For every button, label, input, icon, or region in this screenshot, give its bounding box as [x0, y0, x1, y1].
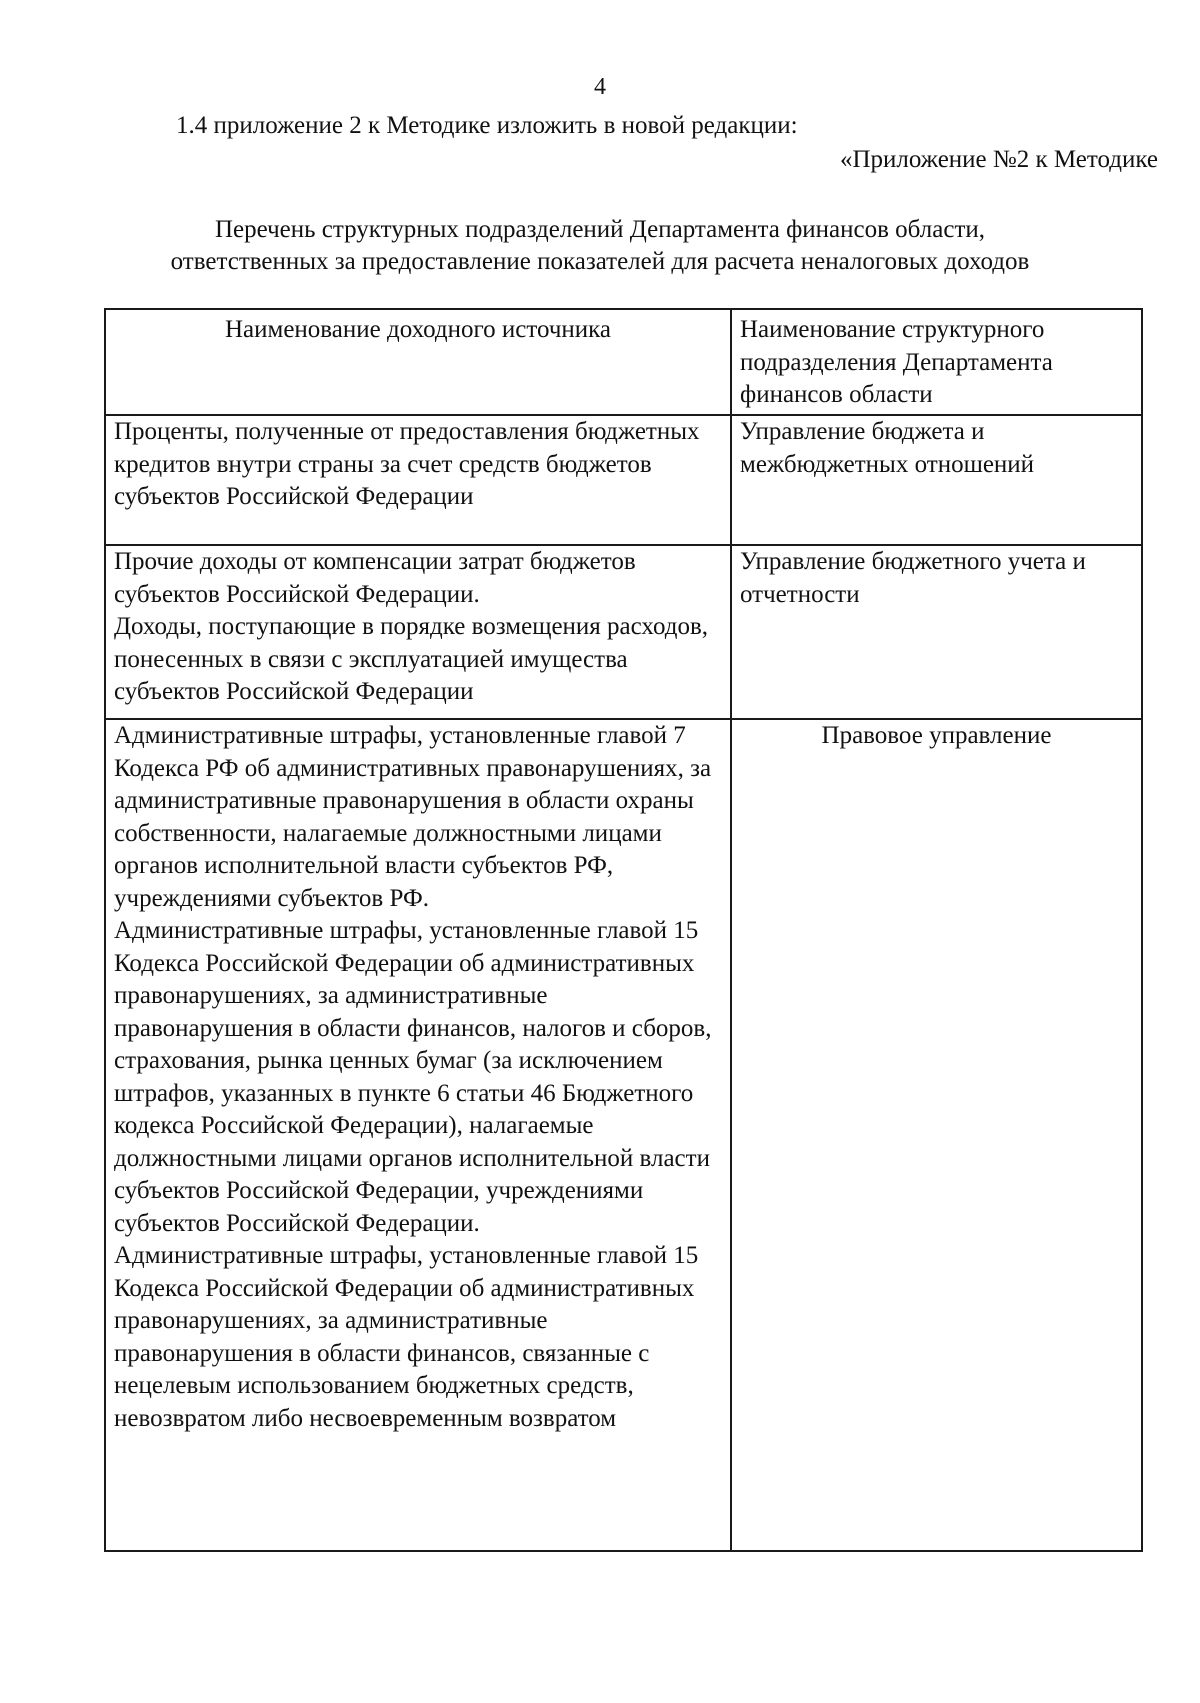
department-unit-cell: Управление бюджетного учета и отчетности [731, 545, 1142, 719]
table-header-row [105, 309, 1142, 415]
income-source-cell [105, 545, 731, 719]
income-source-text: Прочие доходы от компенсации затрат бюджетов субъектов Российской Федерации. [114, 548, 636, 608]
income-source-text: Административные штрафы, установленные главой 15 Кодекса Российской Федерации об административных правонарушениях, за административные правонарушения в области финансов, связанные с нецелевым использованием бюджетных средств, невозвратом либо несвоевременным возвратом [114, 1242, 699, 1432]
page-number: 4 [594, 74, 606, 100]
header-income-source: Наименование доходного источника [105, 309, 731, 415]
appendix-reference: «Приложение №2 к Методике [839, 146, 1158, 173]
list-title [0, 214, 1200, 278]
amendment-intro: 1.4 приложение 2 к Методике изложить в новой редакции: [176, 112, 798, 139]
income-source-cell [105, 719, 731, 1551]
income-source-text: Административные штрафы, установленные главой 15 Кодекса Российской Федерации об административных правонарушениях, за административные правонарушения в области финансов, налогов и сборов, страхования, рынка ценных бумаг (за исключением штрафов, указанных в пункте 6 статьи 46 Бюджетного кодекса Российской Федерации), налагаемые должностными лицами органов исполнительной власти субъектов Российской Федерации, учреждениями субъектов Российской Федерации. [114, 917, 712, 1237]
income-source-text: Административные штрафы, установленные главой 7 Кодекса РФ об административных правонарушениях, за административные правонарушения в области охраны собственности, налагаемые должностными лицами органов исполнительной власти субъектов РФ, учреждениями субъектов РФ. [114, 722, 712, 912]
header-department-unit: Наименование структурного подразделения Департамента финансов области [731, 309, 1142, 415]
table-row [105, 545, 1142, 719]
income-source-text: Проценты, полученные от предоставления бюджетных кредитов внутри страны за счет средств бюджетов субъектов Российской Федерации [114, 418, 700, 510]
responsibility-table [104, 308, 1143, 1552]
table-row [105, 415, 1142, 545]
department-unit-cell: Правовое управление [731, 719, 1142, 1551]
table-row [105, 719, 1142, 1551]
income-source-cell [105, 415, 731, 545]
department-unit-cell: Управление бюджета и межбюджетных отношений [731, 415, 1142, 545]
list-title-line-1: Перечень структурных подразделений Департамента финансов области, [214, 216, 986, 243]
list-title-line-2: ответственных за предоставление показателей для расчета неналоговых доходов [170, 248, 1030, 275]
income-source-text: Доходы, поступающие в порядке возмещения расходов, понесенных в связи с эксплуатацией имущества субъектов Российской Федерации [114, 613, 709, 705]
